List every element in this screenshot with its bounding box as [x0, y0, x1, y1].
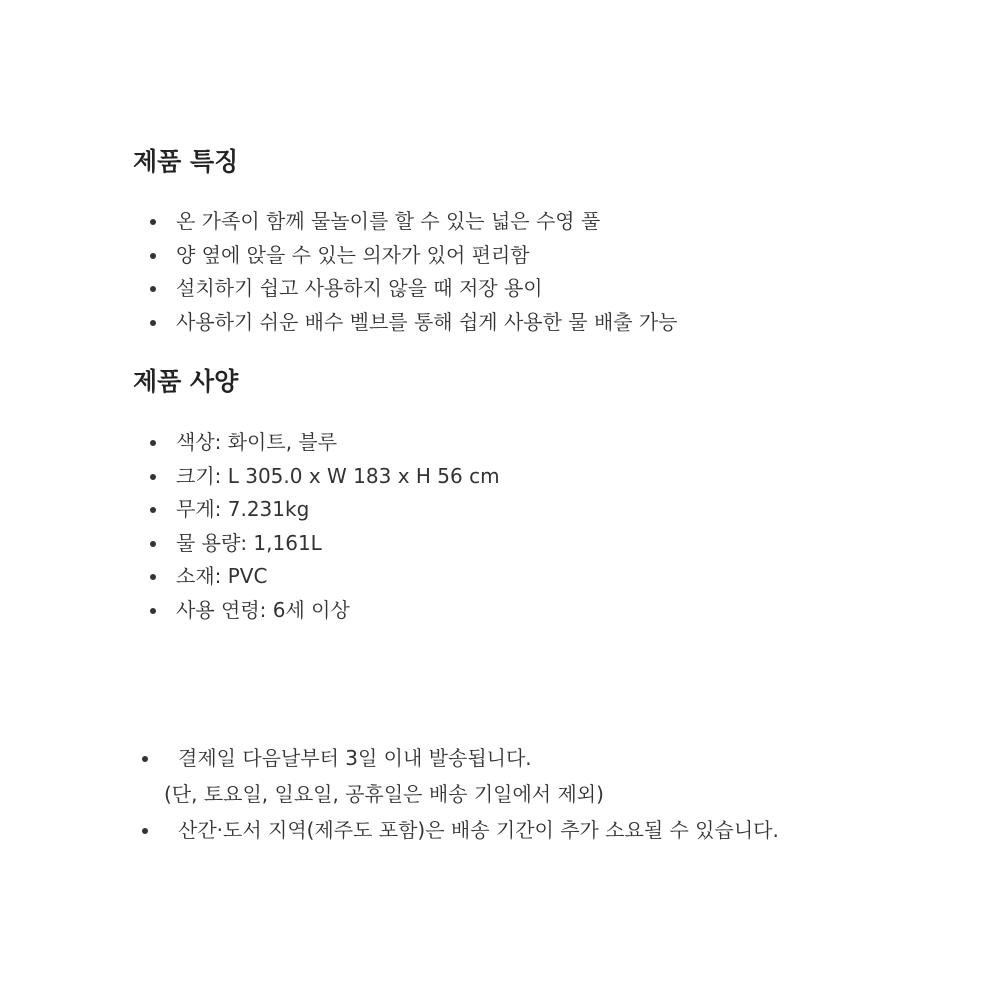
spec-text: 사용 연령: 6세 이상 — [176, 597, 350, 622]
spec-text: 색상: 화이트, 블루 — [176, 430, 338, 454]
spec-text: 크기: L 305.0 x W 183 x H 56 cm — [176, 463, 500, 488]
features-title: 제품 특징 — [133, 147, 239, 176]
list-item — [140, 740, 779, 812]
list-item — [150, 239, 678, 273]
bullet-icon — [150, 541, 156, 547]
shipping-notice — [140, 740, 779, 848]
spec-text: 소재: PVC — [176, 564, 268, 588]
spec-text: 물 용량: 1,161L — [176, 530, 322, 555]
feature-text: 온 가족이 함께 물놀이를 할 수 있는 넓은 수영 풀 — [176, 209, 601, 233]
bullet-icon — [150, 574, 156, 580]
specs-list — [150, 426, 500, 627]
list-item — [150, 272, 678, 306]
bullet-icon — [150, 286, 156, 292]
bullet-icon — [150, 507, 156, 513]
shipping-line-1-note: (단, 토요일, 일요일, 공휴일은 배송 기일에서 제외) — [164, 782, 604, 806]
list-item — [150, 205, 678, 239]
list-item — [140, 812, 779, 848]
list-item — [150, 306, 678, 340]
feature-text: 사용하기 쉬운 배수 벨브를 통해 쉽게 사용한 물 배출 가능 — [176, 309, 678, 334]
list-item — [150, 594, 500, 628]
bullet-icon — [150, 440, 156, 446]
spec-text: 무게: 7.231kg — [176, 497, 310, 521]
shipping-line-2: 산간·도서 지역(제주도 포함)은 배송 기간이 추가 소요될 수 있습니다. — [178, 818, 779, 842]
bullet-icon — [150, 253, 156, 259]
shipping-line-1: 결제일 다음날부터 3일 이내 발송됩니다. — [178, 746, 532, 770]
list-item — [150, 527, 500, 561]
list-item — [150, 460, 500, 494]
bullet-icon — [142, 756, 148, 762]
list-item — [150, 560, 500, 594]
bullet-icon — [150, 219, 156, 225]
list-item — [150, 493, 500, 527]
specs-title: 제품 사양 — [133, 367, 239, 396]
feature-text: 양 옆에 앉을 수 있는 의자가 있어 편리함 — [176, 242, 530, 267]
feature-text: 설치하기 쉽고 사용하지 않을 때 저장 용이 — [176, 276, 543, 300]
bullet-icon — [150, 474, 156, 480]
bullet-icon — [142, 828, 148, 834]
bullet-icon — [150, 320, 156, 326]
list-item — [150, 426, 500, 460]
features-list — [150, 205, 678, 339]
bullet-icon — [150, 608, 156, 614]
